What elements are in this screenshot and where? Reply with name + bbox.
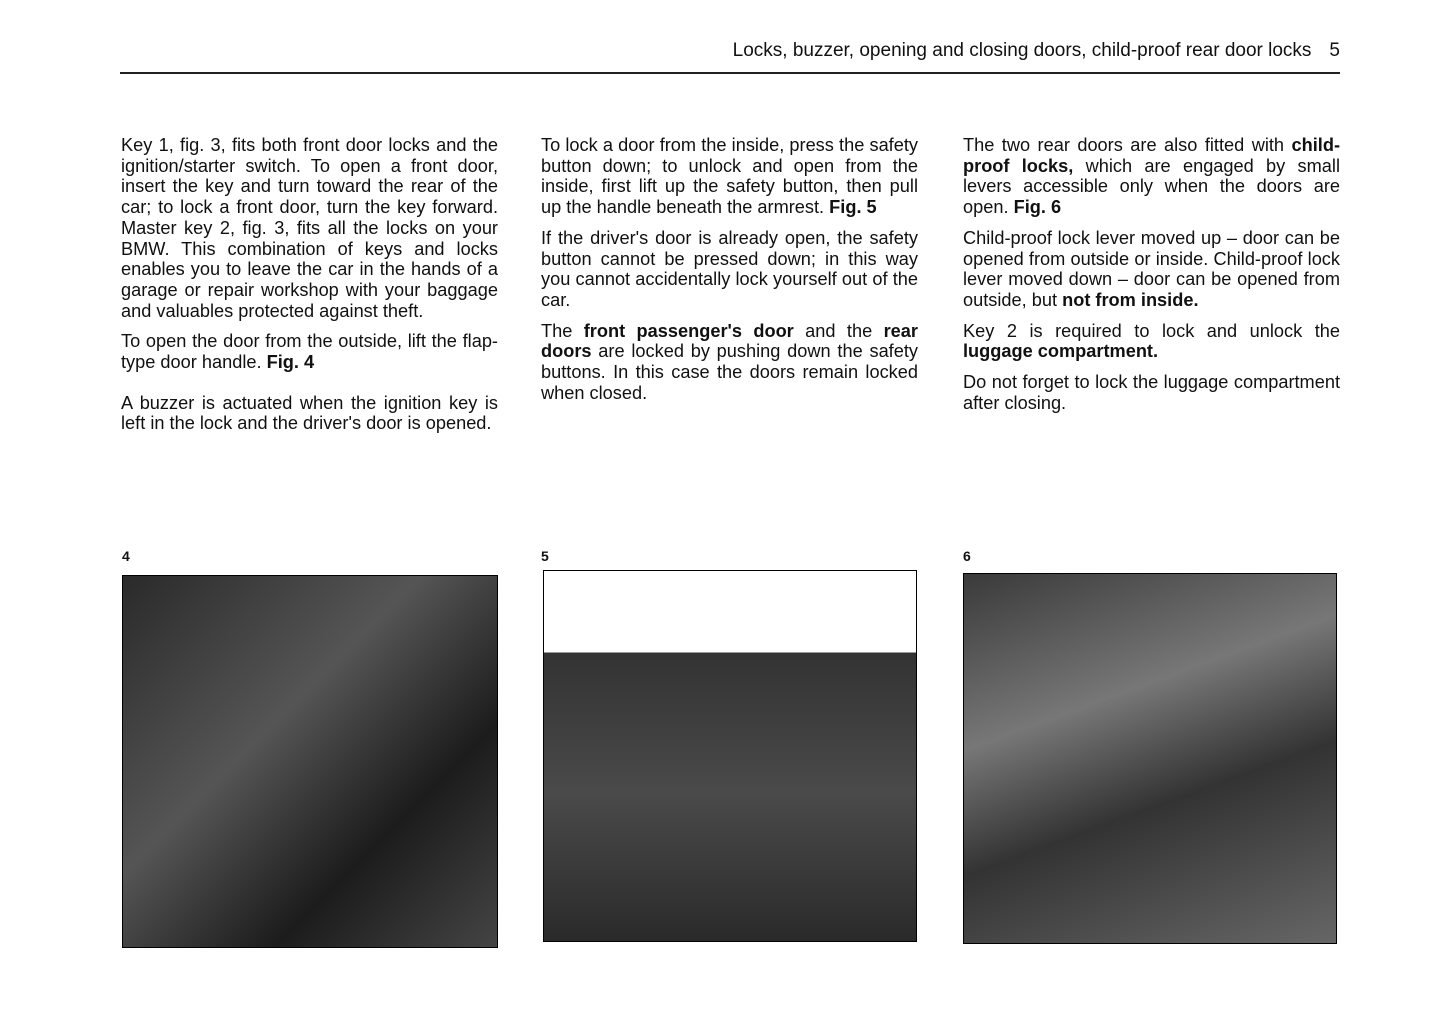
paragraph-luggage: Do not forget to lock the luggage compartment after closing. bbox=[963, 372, 1340, 413]
figure-5-label: 5 bbox=[541, 548, 549, 564]
figure-6-photo-child-lock bbox=[963, 573, 1337, 944]
paragraph-key2 bbox=[963, 321, 1340, 362]
text: and the bbox=[793, 320, 884, 341]
page-number: 5 bbox=[1329, 40, 1340, 61]
bold-text: rear doors bbox=[541, 320, 918, 362]
text: which are engaged by small levers accessible only when the doors are open. bbox=[963, 155, 1340, 218]
paragraph-lever bbox=[963, 228, 1340, 311]
bold-text: luggage compartment. bbox=[963, 341, 1159, 362]
fig-ref: Fig. 4 bbox=[266, 352, 315, 373]
figure-4-label: 4 bbox=[122, 548, 130, 564]
paragraph-lock-inside bbox=[541, 135, 918, 218]
bold-text: not from inside. bbox=[1062, 289, 1199, 310]
text: The two rear doors are also fitted with bbox=[963, 135, 1292, 155]
paragraph-child-locks bbox=[963, 135, 1340, 218]
column-3 bbox=[963, 135, 1340, 423]
header-rule bbox=[120, 72, 1340, 74]
bold-text: child-proof locks, bbox=[963, 135, 1340, 176]
figure-6-label: 6 bbox=[963, 548, 971, 564]
figure-4-photo-door-handle bbox=[122, 575, 498, 948]
paragraph-driver-door: If the driver's door is already open, the safety button cannot be pressed down; in this way you cannot accidentally lock yourself out of the car. bbox=[541, 227, 918, 310]
figure-5-photo-door-interior bbox=[543, 570, 917, 942]
column-2 bbox=[541, 135, 918, 413]
column-1 bbox=[121, 135, 498, 444]
text: To lock a door from the inside, press the safety button down; to unlock and open from the inside, first lift up the safety button, then pull up the handle beneath the armrest. bbox=[541, 135, 918, 218]
paragraph-keys: Key 1, fig. 3, fits both front door locks and the ignition/starter switch. To open a front door, insert the key and turn toward the rear of the car; to lock a front door, turn the key forward. Master key 2, fig. 3, fits all the locks on your BMW. This combination of keys and locks enables you to leave the car in the hands of a garage or repair workshop with your baggage and valuables protected against theft. bbox=[121, 135, 498, 321]
paragraph-passenger-doors bbox=[541, 321, 918, 404]
fig-ref: Fig. 6 bbox=[1013, 197, 1062, 218]
text: are locked by pushing down the safety buttons. In this case the doors remain locked when closed. bbox=[541, 341, 918, 403]
paragraph-buzzer: A buzzer is actuated when the ignition key is left in the lock and the driver's door is opened. bbox=[121, 392, 498, 434]
text: The bbox=[541, 320, 584, 341]
running-header bbox=[733, 40, 1340, 62]
paragraph-open-outside bbox=[121, 331, 498, 372]
text: Key 2 is required to lock and unlock the bbox=[963, 320, 1340, 341]
header-title: Locks, buzzer, opening and closing doors, child-proof rear door locks bbox=[732, 40, 1312, 61]
text: To open the door from the outside, lift the flap-type door handle. bbox=[121, 331, 498, 373]
text: Child-proof lock lever moved up – door can be opened from outside or inside. Child-proof lock lever moved down – door can be opened from outside, but bbox=[963, 227, 1340, 310]
fig-ref: Fig. 5 bbox=[829, 197, 877, 218]
bold-text: front passenger's door bbox=[583, 320, 794, 341]
